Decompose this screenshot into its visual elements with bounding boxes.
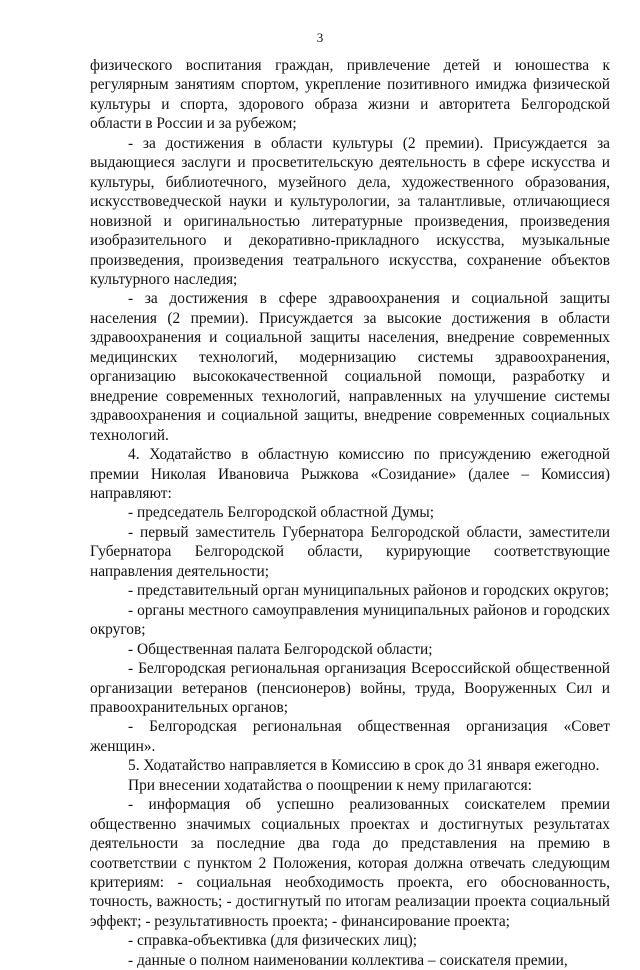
document-body [90, 56, 610, 970]
list-item: - Белгородская региональная общественная организация «Совет женщин». [90, 718, 610, 755]
paragraph: 4. Ходатайство в областную комиссию по присуждению ежегодной премии Николая Ивановича Рыжкова «Созидание» (далее – Комиссия) направляют: [90, 446, 610, 502]
paragraph: При внесении ходатайства о поощрении к нему прилагаются: [128, 776, 532, 794]
list-item: - представительный орган муниципальных районов и городских округов; [128, 582, 609, 600]
list-item: - первый заместитель Губернатора Белгородской области, заместители Губернатора Белгородской области, курирующие соответствующие направления деятельности; [90, 523, 610, 580]
list-item: - справка-объективка (для физических лиц); [128, 932, 418, 950]
list-item: - данные о полном наименовании коллектива – соискателя премии, [128, 951, 568, 969]
list-item: - органы местного самоуправления муниципальных районов и городских округов; [90, 601, 610, 639]
paragraph: физического воспитания граждан, привлечение детей и юношества к регулярным занятиям спортом, укрепление позитивного имиджа физической культуры и спорта, здорового образа жизни и авторитета Белгородской области в России и за рубежом; [90, 57, 610, 133]
list-item: - информация об успешно реализованных соискателем премии общественно значимых социальных проектах и достигнутых результатах деятельности за последние два года до представления на премию в соответствии с пунктом 2 Положения, которая должна отвечать следующим критериям: - социальная необходимость проекта, его обоснованность, точность, важность; - достигнутый по итогам реализации проекта социальный эффект; - результативность проекта; - финансирование проекта; [90, 796, 610, 930]
list-item: - председатель Белгородской областной Думы; [128, 504, 435, 522]
paragraph: - за достижения в сфере здравоохранения и социальной защиты населения (2 премии). Присуждается за высокие достижения в области здравоохранения и социальной защиты населения, внедрение современных медицинских технологий, модернизацию системы здравоохранения, организацию высококачественной социальной помощи, разработку и внедрение современных технологий, направленных на улучшение системы здравоохранения и социальной защиты, внедрение современных социальных технологий. [90, 290, 610, 444]
paragraph: - за достижения в области культуры (2 премии). Присуждается за выдающиеся заслуги и просветительскую деятельность в сфере искусства и культуры, библиотечного, музейного дела, художественного образования, искусствоведческой науки и культурологии, за талантливые, отличающиеся новизной и оригинальностью литературные произведения, произведения изобразительного и декоративно-прикладного искусства, музыкальные произведения, произведения театрального искусства, сохранение объектов культурного наследия; [90, 134, 610, 288]
paragraph: 5. Ходатайство направляется в Комиссию в срок до 31 января ежегодно. [128, 757, 600, 775]
page-number: 3 [316, 30, 324, 45]
list-item: - Общественная палата Белгородской области; [128, 640, 433, 658]
list-item: - Белгородская региональная организация Всероссийской общественной организации ветеранов (пенсионеров) войны, труда, Вооруженных Сил и правоохранительных органов; [90, 660, 610, 716]
